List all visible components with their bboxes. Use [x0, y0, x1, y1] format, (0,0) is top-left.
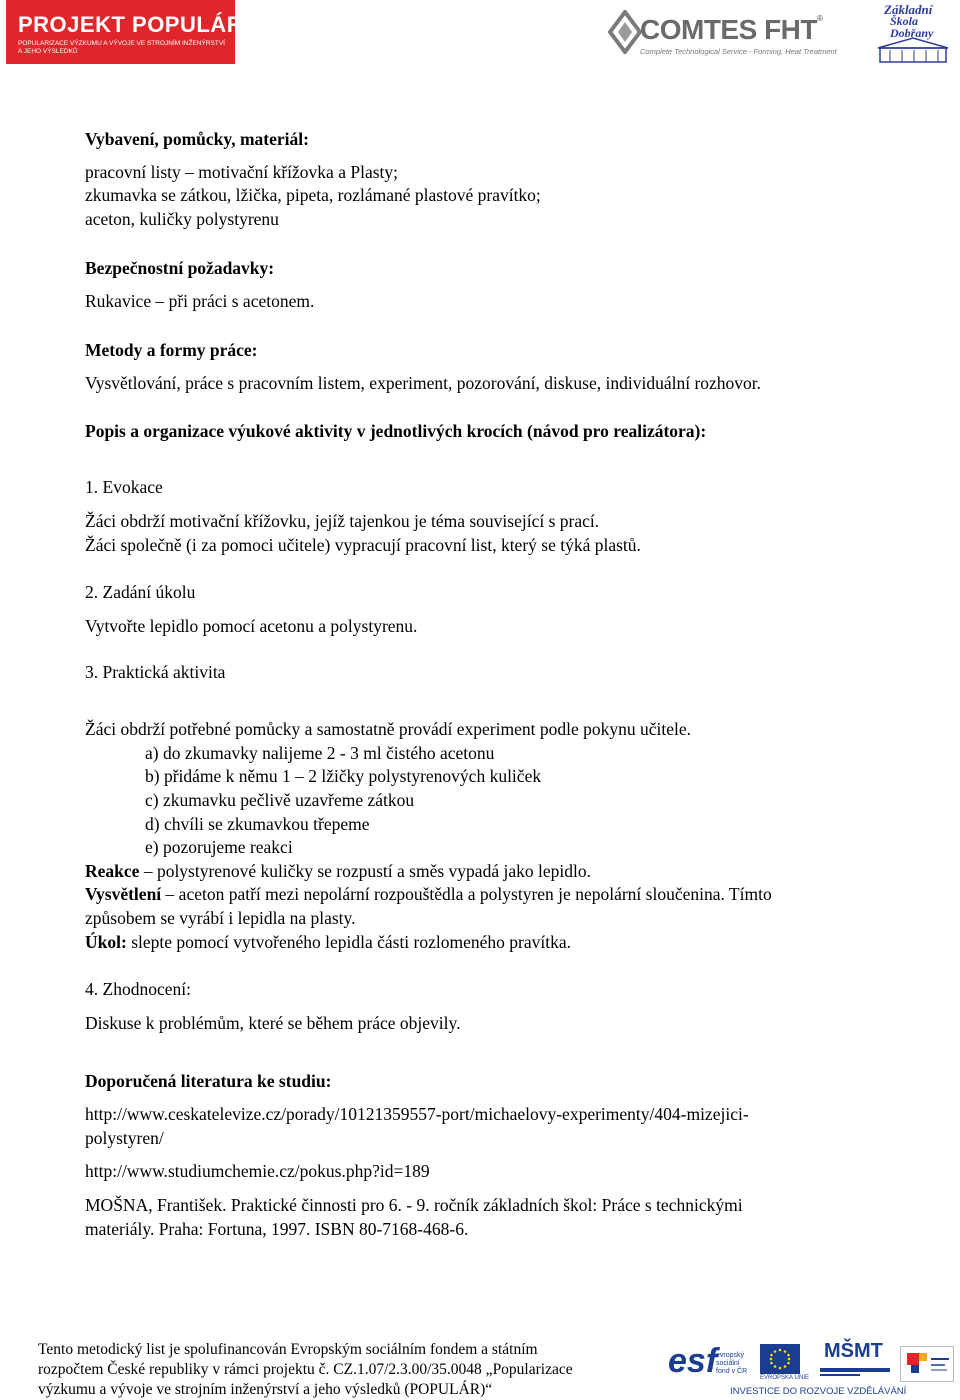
eu-flag-icon [760, 1344, 800, 1374]
step3-item: d) chvíli se zkumavkou třepeme [145, 814, 370, 834]
vysvetleni-line2: způsobem se vyrábí i lepidla na plasty. [85, 908, 356, 928]
popis-heading: Popis a organizace výukové aktivity v jednotlivých krocích (návod pro realizátora): [85, 421, 707, 441]
op-icon [901, 1347, 953, 1381]
op-vk-logo [900, 1346, 954, 1382]
footer-line: Tento metodický list je spolufinancován Evropským sociálním fondem a státním [38, 1341, 538, 1358]
literatura-citation: MOŠNA, František. Praktické činnosti pro 6. - 9. ročník základních škol: Práce s technickými [85, 1195, 743, 1215]
metody-text: Vysvětlování, práce s pracovním listem, experiment, pozorování, diskuse, individuální rozhovor. [85, 373, 762, 393]
projekt-logo-title: PROJEKT POPULÁR [18, 12, 244, 37]
vybaveni-heading: Vybavení, pomůcky, materiál: [85, 129, 309, 149]
step2-title: 2. Zadání úkolu [85, 582, 196, 602]
footer-funding-text [38, 1340, 648, 1400]
bezpecnost-heading: Bezpečnostní požadavky: [85, 258, 275, 278]
ukol-line: Úkol: slepte pomocí vytvořeného lepidla části rozlomeného pravítka. [85, 932, 571, 952]
school-building-icon [870, 36, 956, 64]
comtes-name: COMTES FHT® [640, 14, 823, 45]
projekt-logo-subtitle: POPULARIZACE VÝZKUMU A VÝVOJE VE STROJNÍM INŽENÝRSTVÍ A JEHO VÝSLEDKŮ [18, 40, 225, 55]
step3-item: b) přidáme k němu 1 – 2 lžičky polystyrenových kuliček [145, 766, 542, 786]
step4-title: 4. Zhodnocení: [85, 979, 191, 999]
literatura-citation-cont: materiály. Praha: Fortuna, 1997. ISBN 80-7168-468-6. [85, 1219, 469, 1239]
literatura-link[interactable]: http://www.studiumchemie.cz/pokus.php?id=189 [85, 1161, 430, 1181]
step1-line: Žáci obdrží motivační křížovku, jejíž tajenkou je téma související s prací. [85, 511, 600, 531]
literatura-link[interactable]: http://www.ceskatelevize.cz/porady/10121359557-port/michaelovy-experimenty/404-mizejici- [85, 1104, 749, 1124]
step3-intro: Žáci obdrží potřebné pomůcky a samostatně provádí experiment podle pokynu učitele. [85, 719, 691, 739]
step1-title: 1. Evokace [85, 477, 163, 497]
footer-line: výzkumu a vývoje ve strojním inženýrství a jeho výsledků (POPULÁR)“ [38, 1381, 493, 1398]
school-logo-line3: Dobřany [890, 26, 934, 40]
step3-title: 3. Praktická aktivita [85, 662, 226, 682]
eu-label: EVROPSKÁ UNIE [760, 1375, 810, 1381]
school-logo [866, 0, 958, 64]
school-logo-line2: Škola [890, 14, 919, 28]
literatura-heading: Doporučená literatura ke studiu: [85, 1071, 332, 1091]
esf-logo-subtitle: evropský sociální fond v ČR [716, 1352, 748, 1375]
comtes-tagline: Complete Technological Service - Forming, Heat Treatment [640, 47, 837, 56]
step2-text: Vytvořte lepidlo pomocí acetonu a polystyrenu. [85, 616, 418, 636]
footer-logos [668, 1340, 958, 1400]
step1-line: Žáci společně (i za pomoci učitele) vypracují pracovní list, který se týká plastů. [85, 535, 641, 555]
school-logo-line1: Základní [884, 2, 933, 17]
comtes-fht-logo [608, 6, 856, 62]
metody-heading: Metody a formy práce: [85, 340, 258, 360]
literatura-link-cont[interactable]: polystyren/ [85, 1128, 164, 1148]
vybaveni-line: aceton, kuličky polystyrenu [85, 209, 279, 229]
vysvetleni-line: Vysvětlení – aceton patří mezi nepolární rozpouštědla a polystyren je nepolární sloučenina. Tímto [85, 884, 772, 904]
esf-logo: esf [668, 1342, 718, 1380]
vybaveni-line: zkumavka se zátkou, lžička, pipeta, rozlámané plastové pravítko; [85, 185, 541, 205]
msmt-bar-icon [820, 1366, 890, 1378]
bezpecnost-text: Rukavice – při práci s acetonem. [85, 291, 315, 311]
msmt-logo: MŠMT [820, 1340, 890, 1378]
projekt-popular-logo [6, 0, 244, 64]
step4-text: Diskuse k problémům, které se během práce objevily. [85, 1013, 461, 1033]
vybaveni-line: pracovní listy – motivační křížovka a Plasty; [85, 162, 398, 182]
step3-item: a) do zkumavky nalijeme 2 - 3 ml čistého acetonu [145, 743, 495, 763]
step3-item: c) zkumavku pečlivě uzavřeme zátkou [145, 790, 415, 810]
footer-line: rozpočtem České republiky v rámci projektu č. CZ.1.07/2.3.00/35.0048 „Popularizace [38, 1361, 573, 1378]
step3-item: e) pozorujeme reakci [145, 837, 293, 857]
investice-slogan: INVESTICE DO ROZVOJE VZDĚLÁVÁNÍ [730, 1386, 907, 1397]
reakce-line: Reakce – polystyrenové kuličky se rozpustí a směs vypadá jako lepidlo. [85, 861, 591, 881]
comtes-diamond-icon [608, 10, 642, 54]
